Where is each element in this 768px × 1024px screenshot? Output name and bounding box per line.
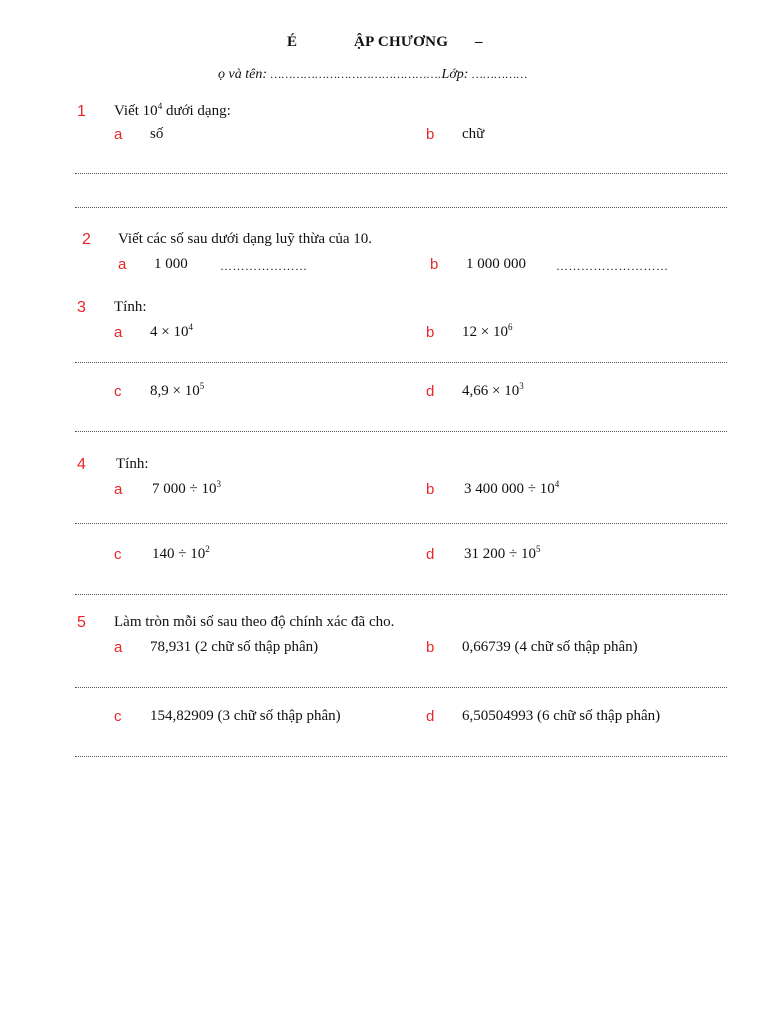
class-label: Lớp: [441,67,469,82]
question-4b-label: b [426,481,435,498]
question-4-number: 4 [77,456,86,473]
question-3d-base: 4,66 × 10 [462,383,520,399]
question-5b-text: 0,66739 (4 chữ số thập phân) [462,639,638,655]
question-5-number: 5 [77,614,86,631]
question-4b-base: 3 400 000 ÷ 10 [464,481,555,497]
question-4d-exponent: 5 [535,544,541,554]
class-dots: …………… [471,67,528,81]
question-5-text: Làm tròn mỗi số sau theo độ chính xác đã cho. [114,614,395,630]
question-5c-text: 154,82909 (3 chữ số thập phân) [150,708,341,724]
question-3a-base: 4 × 10 [150,324,189,340]
question-1-text-start: Viết 10 [114,103,158,119]
name-dots: ………………………………………. [270,67,442,81]
question-4a-label: a [114,481,123,498]
question-4c-exponent: 2 [205,544,210,554]
question-3d-label: d [426,383,435,400]
question-3c-exponent: 5 [199,381,205,391]
question-1b-text: chữ [462,126,485,142]
answer-line [75,687,727,688]
question-4-text: Tính: [116,456,149,472]
question-3b-exponent: 6 [507,322,513,332]
question-4a-base: 7 000 ÷ 10 [152,481,217,497]
question-4a-expression [152,481,221,498]
question-3a-label: a [114,324,123,341]
question-5d-label: d [426,708,435,725]
title-dash: – [475,34,483,50]
answer-line [75,173,727,174]
question-5b-label: b [426,639,435,656]
question-3d-expression [462,383,524,400]
answer-line [75,523,727,524]
question-2-text: Viết các số sau dưới dạng luỹ thừa của 10. [118,231,373,247]
question-4d-label: d [426,546,435,563]
question-3b-expression [462,324,512,341]
question-3-text: Tính: [114,299,147,315]
question-5a-text: 78,931 (2 chữ số thập phân) [150,639,319,655]
answer-line [75,756,727,757]
question-4d-base: 31 200 ÷ 10 [464,546,536,562]
question-3a-exponent: 4 [188,322,193,332]
title-part-1: É [287,34,298,50]
question-1-number: 1 [77,103,86,120]
question-2b-dots: ……………………… [556,259,669,273]
question-4c-label: c [114,546,122,563]
question-3d-exponent: 3 [519,381,524,391]
question-3b-label: b [426,324,435,341]
question-5d-text: 6,50504993 (6 chữ số thập phân) [462,708,661,724]
answer-line [75,207,727,208]
question-5c-label: c [114,708,122,725]
question-1-exponent: 4 [157,101,163,111]
question-5a-label: a [114,639,123,656]
question-3b-base: 12 × 10 [462,324,508,340]
question-1-text-end: dưới dạng: [162,103,231,119]
name-line [218,67,528,83]
question-2a-dots: ………………… [220,259,308,273]
question-2a-text: 1 000 [154,256,188,272]
question-3-number: 3 [77,299,86,316]
question-1a-text: số [150,126,164,142]
question-4a-exponent: 3 [216,479,221,489]
answer-line [75,362,727,363]
question-2b-label: b [430,256,439,273]
question-2b-text: 1 000 000 [466,256,526,272]
question-3a-expression [150,324,193,341]
question-3c-base: 8,9 × 10 [150,383,200,399]
question-1a-label: a [114,126,123,143]
name-label: ọ và tên: [218,67,267,82]
question-4c-expression [152,546,210,563]
question-3c-expression [150,383,204,400]
question-2a-label: a [118,256,127,273]
question-4d-expression [464,546,540,563]
question-1b-label: b [426,126,435,143]
question-1-text [114,103,231,120]
title-part-2: ẬP CHƯƠNG [354,34,449,50]
answer-line [75,594,727,595]
answer-line [75,431,727,432]
question-4b-exponent: 4 [554,479,560,489]
question-2-number: 2 [82,231,91,248]
question-4b-expression [464,481,559,498]
question-4c-base: 140 ÷ 10 [152,546,206,562]
question-3c-label: c [114,383,122,400]
